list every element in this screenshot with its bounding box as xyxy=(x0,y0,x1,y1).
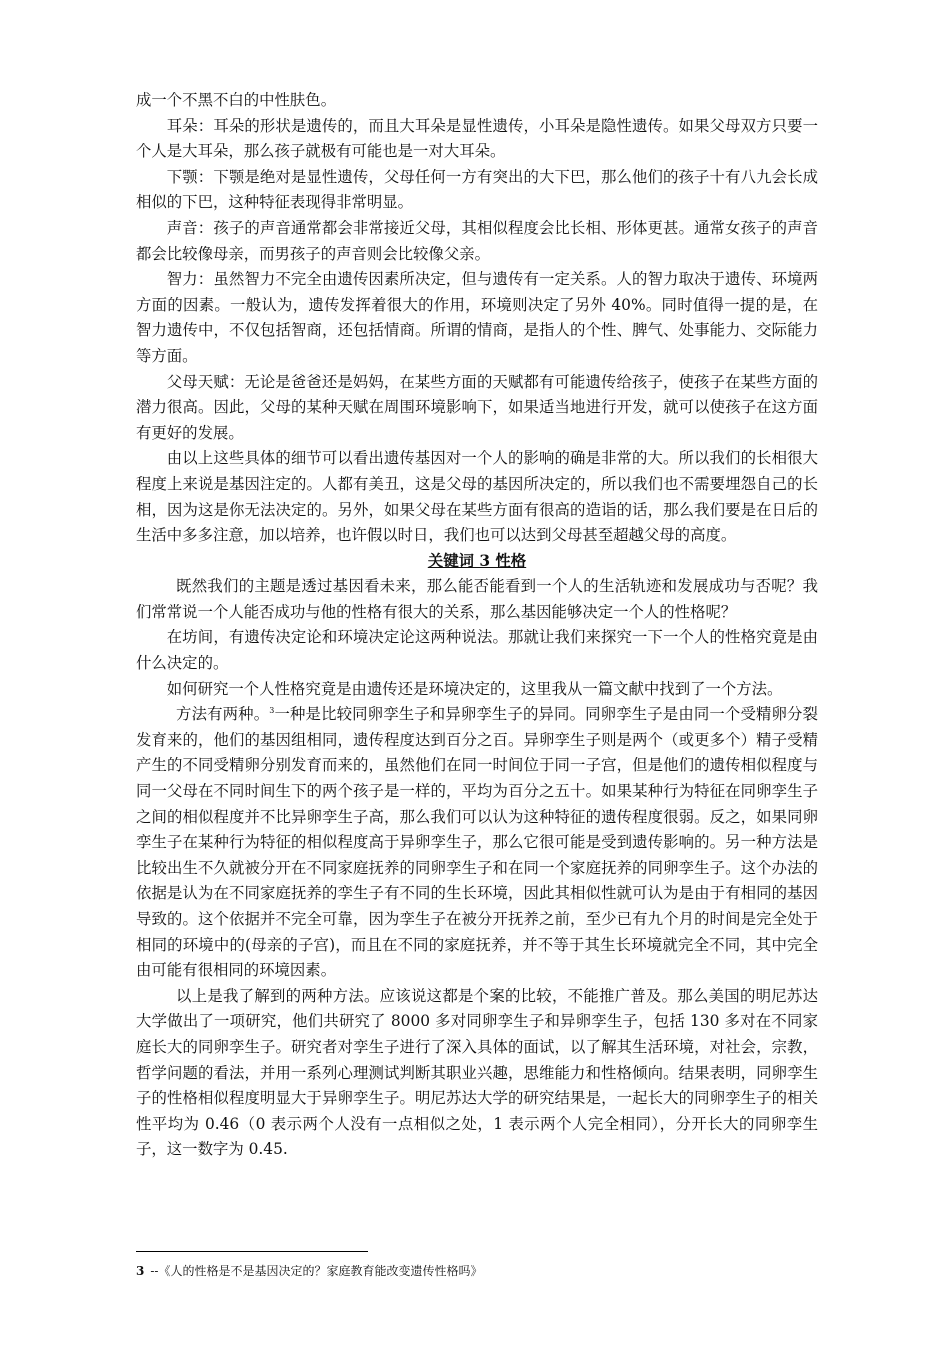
section-inheritance-traits xyxy=(136,88,818,549)
methods-lead: 方法有两种。 xyxy=(176,705,270,724)
methods-body: 一种是比较同卵孪生子和异卵孪生子的异同。同卵孪生子是由同一个受精卵分裂发育来的，他们的基因组相同，遗传程度达到百分之百。异卵孪生子则是两个（或更多个）精子受精产生的不同受精卵分别发育而来的，虽然他们在同一时间位于同一子宫，但是他们的遗传相似程度与同一父母在不同时间生下的两个孩子是一样的，平均为百分之五十。如果某种行为特征在同卵孪生子之间的相似程度并不比异卵孪生子高，那么我们可以认为这种特征的遗传程度很弱。反之，如果同卵孪生子在某种行为特征的相似程度高于异卵孪生子，那么它很可能是受到遗传影响的。另一种方法是比较出生不久就被分开在不同家庭抚养的同卵孪生子和在同一个家庭抚养的同卵孪生子。这个办法的依据是认为在不同家庭抚养的孪生子有不同的生长环境，因此其相似性就可认为是由于有相同的基因导致的。这个依据并不完全可靠，因为孪生子在被分开抚养之前，至少已有九个月的时间是完全处于相同的环境中的(母亲的子宫)，而且在不同的家庭抚养，并不等于其生长环境就完全不同，其中完全由可能有很相同的环境因素。 xyxy=(136,705,818,980)
methods-paragraph xyxy=(136,702,818,984)
footnote xyxy=(136,1262,818,1279)
footnote-reference[interactable]: 3 xyxy=(269,706,275,716)
document-body xyxy=(136,88,818,1163)
study-results-paragraph: 以上是我了解到的两种方法。应该说这都是个案的比较，不能推广普及。那么美国的明尼苏达大学做出了一项研究，他们共研究了 8000 多对同卵孪生子和异卵孪生子，包括 130 多对在不同家庭长大的同卵孪生子。研究者对孪生子进行了深入具体的面试，以了解其生活环境，对社会，宗教，哲学问题的看法，并用一系列心理测试判断其职业兴趣，思维能力和性格倾向。结果表明，同卵孪生子的性格相似程度明显大于异卵孪生子。明尼苏达大学的研究结果是，一起长大的同卵孪生子的相关性平均为 0.46（0 表示两个人没有一点相似之处，1 表示两个人完全相同），分开长大的同卵孪生子，这一数字为 0.45. xyxy=(136,986,818,1159)
paragraph: 如何研究一个人性格究竟是由遗传还是环境决定的，这里我从一篇文献中找到了一个方法。 xyxy=(166,679,783,698)
paragraph: 由以上这些具体的细节可以看出遗传基因对一个人的影响的确是非常的大。所以我们的长相很大程度上来说是基因注定的。人都有美丑，这是父母的基因所决定的，所以我们也不需要埋怨自己的长相，因为这是你无法决定的。另外，如果父母在某些方面有很高的造诣的话，那么我们要是在日后的生活中多多注意，加以培养，也许假以时日，我们也可以达到父母甚至超越父母的高度。 xyxy=(136,449,818,545)
paragraph: 既然我们的主题是透过基因看未来，那么能否能看到一个人的生活轨迹和发展成功与否呢？我们常常说一个人能否成功与他的性格有很大的关系，那么基因能够决定一个人的性格呢？ xyxy=(136,577,818,621)
paragraph: 父母天赋：无论是爸爸还是妈妈，在某些方面的天赋都有可能遗传给孩子，使孩子在某些方面的潜力很高。因此，父母的某种天赋在周围环境影响下，如果适当地进行开发，就可以使孩子在这方面有更好的发展。 xyxy=(136,372,818,442)
section-personality-intro xyxy=(136,574,818,702)
footnote-mark: 3 xyxy=(136,1264,145,1278)
footnote-text: --《人的性格是不是基因决定的？家庭教育能改变遗传性格吗》 xyxy=(150,1264,483,1278)
paragraph: 智力：虽然智力不完全由遗传因素所决定，但与遗传有一定关系。人的智力取决于遗传、环境两方面的因素。一般认为，遗传发挥着很大的作用，环境则决定了另外 40%。同时值得一提的是，在智力遗传中，不仅包括智商，还包括情商。所谓的情商，是指人的个性、脾气、处事能力、交际能力等方面。 xyxy=(136,270,818,365)
paragraph: 耳朵：耳朵的形状是遗传的，而且大耳朵是显性遗传，小耳朵是隐性遗传。如果父母双方只要一个人是大耳朵，那么孩子就极有可能也是一对大耳朵。 xyxy=(136,116,818,161)
paragraph: 下颚：下颚是绝对是显性遗传，父母任何一方有突出的大下巴，那么他们的孩子十有八九会长成相似的下巴，这种特征表现得非常明显。 xyxy=(136,167,818,212)
paragraph: 成一个不黑不白的中性肤色。 xyxy=(136,91,337,109)
section-heading: 关键词 3 性格 xyxy=(427,551,527,570)
paragraph: 在坊间，有遗传决定论和环境决定论这两种说法。那就让我们来探究一下一个人的性格究竟是由什么决定的。 xyxy=(136,628,818,673)
footnote-divider xyxy=(136,1251,368,1252)
paragraph: 声音：孩子的声音通常都会非常接近父母，其相似程度会比长相、形体更甚。通常女孩子的声音都会比较像母亲，而男孩子的声音则会比较像父亲。 xyxy=(136,218,818,263)
